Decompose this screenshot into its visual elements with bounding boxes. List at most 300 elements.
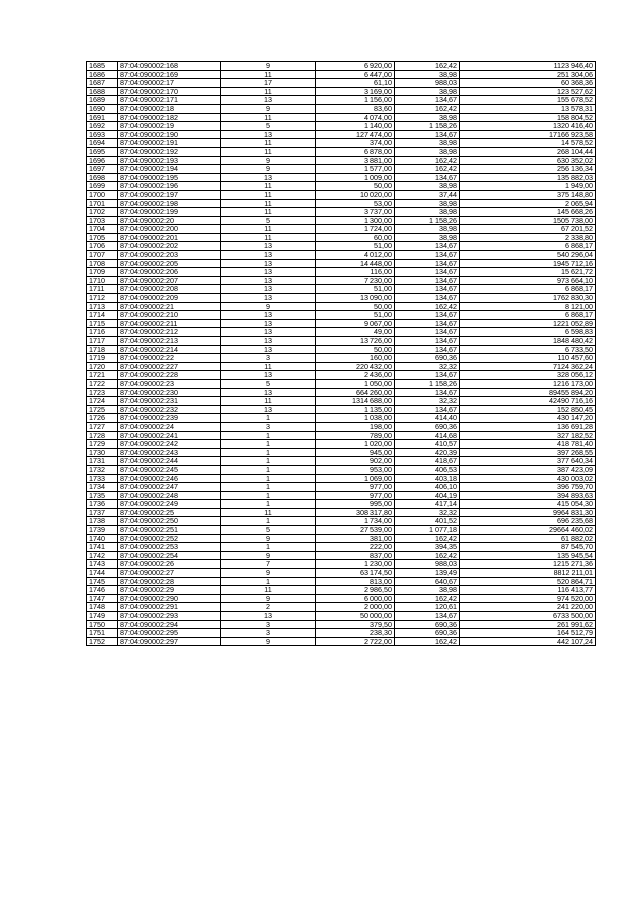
rate-cell: 403,18 xyxy=(395,474,460,483)
value-cell: 6 598,83 xyxy=(460,328,596,337)
value-cell: 327 182,52 xyxy=(460,431,596,440)
cadastral-number-cell: 87:04:090002:19 xyxy=(118,122,221,131)
table-row xyxy=(87,362,596,371)
category-cell: 1 xyxy=(221,500,316,509)
row-number-cell: 1730 xyxy=(87,448,118,457)
category-cell: 11 xyxy=(221,397,316,406)
row-number-cell: 1708 xyxy=(87,259,118,268)
row-number-cell: 1728 xyxy=(87,431,118,440)
row-number-cell: 1687 xyxy=(87,79,118,88)
value-cell: 15 621,72 xyxy=(460,268,596,277)
cadastral-number-cell: 87:04:090002:228 xyxy=(118,371,221,380)
table-row xyxy=(87,79,596,88)
row-number-cell: 1699 xyxy=(87,182,118,191)
cadastral-number-cell: 87:04:090002:200 xyxy=(118,225,221,234)
area-cell: 953,00 xyxy=(316,465,395,474)
value-cell: 397 268,55 xyxy=(460,448,596,457)
category-cell: 9 xyxy=(221,156,316,165)
rate-cell: 120,61 xyxy=(395,603,460,612)
value-cell: 2 065,94 xyxy=(460,199,596,208)
table-row xyxy=(87,319,596,328)
category-cell: 13 xyxy=(221,294,316,303)
row-number-cell: 1737 xyxy=(87,508,118,517)
area-cell: 238,30 xyxy=(316,629,395,638)
area-cell: 14 448,00 xyxy=(316,259,395,268)
category-cell: 9 xyxy=(221,165,316,174)
category-cell: 9 xyxy=(221,637,316,646)
row-number-cell: 1751 xyxy=(87,629,118,638)
value-cell: 158 804,52 xyxy=(460,113,596,122)
rate-cell: 640,67 xyxy=(395,577,460,586)
value-cell: 256 136,34 xyxy=(460,165,596,174)
category-cell: 11 xyxy=(221,199,316,208)
category-cell: 13 xyxy=(221,328,316,337)
category-cell: 13 xyxy=(221,388,316,397)
rate-cell: 38,98 xyxy=(395,182,460,191)
table-row xyxy=(87,500,596,509)
row-number-cell: 1718 xyxy=(87,345,118,354)
value-cell: 29664 460,02 xyxy=(460,526,596,535)
row-number-cell: 1692 xyxy=(87,122,118,131)
area-cell: 3 169,00 xyxy=(316,87,395,96)
cadastral-number-cell: 87:04:090002:214 xyxy=(118,345,221,354)
row-number-cell: 1690 xyxy=(87,104,118,113)
value-cell: 630 352,02 xyxy=(460,156,596,165)
area-cell: 1 140,00 xyxy=(316,122,395,131)
table-row xyxy=(87,388,596,397)
rate-cell: 394,35 xyxy=(395,543,460,552)
table-row xyxy=(87,586,596,595)
row-number-cell: 1738 xyxy=(87,517,118,526)
row-number-cell: 1729 xyxy=(87,440,118,449)
value-cell: 14 578,52 xyxy=(460,139,596,148)
table-row xyxy=(87,328,596,337)
category-cell: 9 xyxy=(221,104,316,113)
value-cell: 1216 173,00 xyxy=(460,379,596,388)
rate-cell: 32,32 xyxy=(395,362,460,371)
rate-cell: 418,67 xyxy=(395,457,460,466)
table-row xyxy=(87,405,596,414)
category-cell: 11 xyxy=(221,113,316,122)
rate-cell: 988,03 xyxy=(395,79,460,88)
value-cell: 1123 946,40 xyxy=(460,62,596,71)
table-row xyxy=(87,534,596,543)
rate-cell: 404,19 xyxy=(395,491,460,500)
table-row xyxy=(87,517,596,526)
row-number-cell: 1698 xyxy=(87,173,118,182)
category-cell: 13 xyxy=(221,337,316,346)
value-cell: 6 733,50 xyxy=(460,345,596,354)
cadastral-number-cell: 87:04:090002:22 xyxy=(118,354,221,363)
rate-cell: 38,98 xyxy=(395,147,460,156)
cadastral-number-cell: 87:04:090002:242 xyxy=(118,440,221,449)
table-row xyxy=(87,637,596,646)
cadastral-number-cell: 87:04:090002:246 xyxy=(118,474,221,483)
area-cell: 945,00 xyxy=(316,448,395,457)
cadastral-number-cell: 87:04:090002:190 xyxy=(118,130,221,139)
value-cell: 387 423,09 xyxy=(460,465,596,474)
value-cell: 377 640,34 xyxy=(460,457,596,466)
rate-cell: 139,49 xyxy=(395,569,460,578)
cadastral-number-cell: 87:04:090002:245 xyxy=(118,465,221,474)
rate-cell: 38,98 xyxy=(395,87,460,96)
rate-cell: 134,67 xyxy=(395,337,460,346)
value-cell: 1215 271,36 xyxy=(460,560,596,569)
table-row xyxy=(87,147,596,156)
rate-cell: 414,40 xyxy=(395,414,460,423)
cadastral-number-cell: 87:04:090002:293 xyxy=(118,612,221,621)
value-cell: 123 527,62 xyxy=(460,87,596,96)
row-number-cell: 1732 xyxy=(87,465,118,474)
cadastral-number-cell: 87:04:090002:28 xyxy=(118,577,221,586)
area-cell: 381,00 xyxy=(316,534,395,543)
value-cell: 89455 894,20 xyxy=(460,388,596,397)
value-cell: 396 759,70 xyxy=(460,483,596,492)
rate-cell: 162,42 xyxy=(395,165,460,174)
table-row xyxy=(87,629,596,638)
rate-cell: 134,67 xyxy=(395,345,460,354)
value-cell: 1320 416,40 xyxy=(460,122,596,131)
cadastral-number-cell: 87:04:090002:26 xyxy=(118,560,221,569)
table-row xyxy=(87,208,596,217)
value-cell: 1221 052,89 xyxy=(460,319,596,328)
row-number-cell: 1714 xyxy=(87,311,118,320)
area-cell: 977,00 xyxy=(316,483,395,492)
category-cell: 9 xyxy=(221,302,316,311)
row-number-cell: 1742 xyxy=(87,551,118,560)
cadastral-number-cell: 87:04:090002:23 xyxy=(118,379,221,388)
cadastral-number-cell: 87:04:090002:254 xyxy=(118,551,221,560)
value-cell: 520 864,71 xyxy=(460,577,596,586)
value-cell: 6733 500,00 xyxy=(460,612,596,621)
cadastral-number-cell: 87:04:090002:250 xyxy=(118,517,221,526)
table-row xyxy=(87,612,596,621)
table-row xyxy=(87,414,596,423)
area-cell: 1 069,00 xyxy=(316,474,395,483)
table-row xyxy=(87,397,596,406)
value-cell: 61 882,02 xyxy=(460,534,596,543)
cadastral-number-cell: 87:04:090002:17 xyxy=(118,79,221,88)
area-cell: 1 038,00 xyxy=(316,414,395,423)
area-cell: 53,00 xyxy=(316,199,395,208)
category-cell: 1 xyxy=(221,457,316,466)
area-cell: 1314 688,00 xyxy=(316,397,395,406)
rate-cell: 134,67 xyxy=(395,612,460,621)
cadastral-number-cell: 87:04:090002:247 xyxy=(118,483,221,492)
table-row xyxy=(87,543,596,552)
row-number-cell: 1716 xyxy=(87,328,118,337)
row-number-cell: 1719 xyxy=(87,354,118,363)
value-cell: 155 678,52 xyxy=(460,96,596,105)
table-row xyxy=(87,225,596,234)
table-row xyxy=(87,251,596,260)
area-cell: 116,00 xyxy=(316,268,395,277)
row-number-cell: 1720 xyxy=(87,362,118,371)
rate-cell: 162,42 xyxy=(395,104,460,113)
area-cell: 51,00 xyxy=(316,242,395,251)
cadastral-number-cell: 87:04:090002:21 xyxy=(118,302,221,311)
rate-cell: 134,67 xyxy=(395,259,460,268)
row-number-cell: 1727 xyxy=(87,422,118,431)
rate-cell: 690,36 xyxy=(395,629,460,638)
value-cell: 268 104,44 xyxy=(460,147,596,156)
cadastral-number-cell: 87:04:090002:244 xyxy=(118,457,221,466)
category-cell: 11 xyxy=(221,208,316,217)
cadastral-number-cell: 87:04:090002:251 xyxy=(118,526,221,535)
value-cell: 415 054,30 xyxy=(460,500,596,509)
row-number-cell: 1689 xyxy=(87,96,118,105)
row-number-cell: 1691 xyxy=(87,113,118,122)
row-number-cell: 1713 xyxy=(87,302,118,311)
rate-cell: 1 158,26 xyxy=(395,216,460,225)
table-row xyxy=(87,491,596,500)
area-cell: 789,00 xyxy=(316,431,395,440)
table-row xyxy=(87,87,596,96)
table-row xyxy=(87,182,596,191)
table-row xyxy=(87,199,596,208)
category-cell: 13 xyxy=(221,251,316,260)
rate-cell: 38,98 xyxy=(395,113,460,122)
table-row xyxy=(87,276,596,285)
cadastral-number-cell: 87:04:090002:210 xyxy=(118,311,221,320)
row-number-cell: 1731 xyxy=(87,457,118,466)
row-number-cell: 1711 xyxy=(87,285,118,294)
category-cell: 17 xyxy=(221,79,316,88)
value-cell: 110 457,60 xyxy=(460,354,596,363)
rate-cell: 690,36 xyxy=(395,354,460,363)
area-cell: 977,00 xyxy=(316,491,395,500)
value-cell: 60 368,36 xyxy=(460,79,596,88)
value-cell: 2 338,80 xyxy=(460,233,596,242)
area-cell: 995,00 xyxy=(316,500,395,509)
area-cell: 6 000,00 xyxy=(316,594,395,603)
value-cell: 6 868,17 xyxy=(460,242,596,251)
cadastral-number-cell: 87:04:090002:168 xyxy=(118,62,221,71)
value-cell: 164 512,79 xyxy=(460,629,596,638)
rate-cell: 37,44 xyxy=(395,190,460,199)
category-cell: 3 xyxy=(221,354,316,363)
category-cell: 5 xyxy=(221,379,316,388)
category-cell: 13 xyxy=(221,259,316,268)
rate-cell: 134,67 xyxy=(395,276,460,285)
area-cell: 3 737,00 xyxy=(316,208,395,217)
table-row xyxy=(87,431,596,440)
cadastral-number-cell: 87:04:090002:27 xyxy=(118,569,221,578)
rate-cell: 38,98 xyxy=(395,586,460,595)
row-number-cell: 1702 xyxy=(87,208,118,217)
value-cell: 42490 716,16 xyxy=(460,397,596,406)
area-cell: 50,00 xyxy=(316,302,395,311)
category-cell: 1 xyxy=(221,414,316,423)
cadastral-number-cell: 87:04:090002:297 xyxy=(118,637,221,646)
area-cell: 374,00 xyxy=(316,139,395,148)
area-cell: 2 000,00 xyxy=(316,603,395,612)
category-cell: 13 xyxy=(221,173,316,182)
rate-cell: 134,67 xyxy=(395,371,460,380)
category-cell: 11 xyxy=(221,147,316,156)
area-cell: 1 724,00 xyxy=(316,225,395,234)
category-cell: 11 xyxy=(221,586,316,595)
cadastral-number-cell: 87:04:090002:249 xyxy=(118,500,221,509)
category-cell: 1 xyxy=(221,543,316,552)
category-cell: 2 xyxy=(221,603,316,612)
row-number-cell: 1712 xyxy=(87,294,118,303)
row-number-cell: 1700 xyxy=(87,190,118,199)
table-row xyxy=(87,603,596,612)
table-row xyxy=(87,285,596,294)
table-row xyxy=(87,526,596,535)
row-number-cell: 1736 xyxy=(87,500,118,509)
table-row xyxy=(87,620,596,629)
area-cell: 1 300,00 xyxy=(316,216,395,225)
cadastral-number-cell: 87:04:090002:202 xyxy=(118,242,221,251)
category-cell: 5 xyxy=(221,526,316,535)
rate-cell: 417,14 xyxy=(395,500,460,509)
cadastral-number-cell: 87:04:090002:195 xyxy=(118,173,221,182)
rate-cell: 420,39 xyxy=(395,448,460,457)
value-cell: 241 220,00 xyxy=(460,603,596,612)
table-row xyxy=(87,259,596,268)
cadastral-number-cell: 87:04:090002:203 xyxy=(118,251,221,260)
table-row xyxy=(87,130,596,139)
cadastral-number-cell: 87:04:090002:252 xyxy=(118,534,221,543)
rate-cell: 414,68 xyxy=(395,431,460,440)
cadastral-number-cell: 87:04:090002:294 xyxy=(118,620,221,629)
category-cell: 11 xyxy=(221,362,316,371)
row-number-cell: 1688 xyxy=(87,87,118,96)
area-cell: 4 074,00 xyxy=(316,113,395,122)
rate-cell: 38,98 xyxy=(395,70,460,79)
category-cell: 9 xyxy=(221,569,316,578)
category-cell: 3 xyxy=(221,620,316,629)
rate-cell: 134,67 xyxy=(395,173,460,182)
table-row xyxy=(87,354,596,363)
category-cell: 11 xyxy=(221,70,316,79)
area-cell: 63 174,50 xyxy=(316,569,395,578)
row-number-cell: 1735 xyxy=(87,491,118,500)
table-row xyxy=(87,233,596,242)
rate-cell: 38,98 xyxy=(395,208,460,217)
table-row xyxy=(87,371,596,380)
cadastral-number-cell: 87:04:090002:227 xyxy=(118,362,221,371)
cadastral-number-cell: 87:04:090002:192 xyxy=(118,147,221,156)
row-number-cell: 1715 xyxy=(87,319,118,328)
value-cell: 87 545,70 xyxy=(460,543,596,552)
row-number-cell: 1709 xyxy=(87,268,118,277)
rate-cell: 38,98 xyxy=(395,225,460,234)
category-cell: 9 xyxy=(221,534,316,543)
table-row xyxy=(87,311,596,320)
row-number-cell: 1704 xyxy=(87,225,118,234)
rate-cell: 410,57 xyxy=(395,440,460,449)
area-cell: 4 012,00 xyxy=(316,251,395,260)
row-number-cell: 1721 xyxy=(87,371,118,380)
value-cell: 328 056,12 xyxy=(460,371,596,380)
rate-cell: 406,53 xyxy=(395,465,460,474)
category-cell: 13 xyxy=(221,268,316,277)
row-number-cell: 1694 xyxy=(87,139,118,148)
cadastral-number-cell: 87:04:090002:205 xyxy=(118,259,221,268)
cadastral-number-cell: 87:04:090002:194 xyxy=(118,165,221,174)
rate-cell: 32,32 xyxy=(395,397,460,406)
row-number-cell: 1705 xyxy=(87,233,118,242)
cadastral-number-cell: 87:04:090002:295 xyxy=(118,629,221,638)
cadastral-number-cell: 87:04:090002:198 xyxy=(118,199,221,208)
value-cell: 145 668,26 xyxy=(460,208,596,217)
value-cell: 116 413,77 xyxy=(460,586,596,595)
area-cell: 2 436,00 xyxy=(316,371,395,380)
cadastral-number-cell: 87:04:090002:170 xyxy=(118,87,221,96)
rate-cell: 162,42 xyxy=(395,594,460,603)
rate-cell: 1 158,26 xyxy=(395,122,460,131)
table-row xyxy=(87,96,596,105)
category-cell: 1 xyxy=(221,465,316,474)
cadastral-number-cell: 87:04:090002:25 xyxy=(118,508,221,517)
area-cell: 51,00 xyxy=(316,285,395,294)
value-cell: 251 304,06 xyxy=(460,70,596,79)
rate-cell: 134,67 xyxy=(395,294,460,303)
area-cell: 1 577,00 xyxy=(316,165,395,174)
rate-cell: 134,67 xyxy=(395,285,460,294)
rate-cell: 38,98 xyxy=(395,233,460,242)
table-row xyxy=(87,337,596,346)
value-cell: 696 235,68 xyxy=(460,517,596,526)
table-row xyxy=(87,70,596,79)
cadastral-number-cell: 87:04:090002:230 xyxy=(118,388,221,397)
row-number-cell: 1707 xyxy=(87,251,118,260)
table-row xyxy=(87,440,596,449)
category-cell: 11 xyxy=(221,182,316,191)
cadastral-number-cell: 87:04:090002:291 xyxy=(118,603,221,612)
cadastral-number-cell: 87:04:090002:209 xyxy=(118,294,221,303)
cadastral-number-cell: 87:04:090002:24 xyxy=(118,422,221,431)
area-cell: 1 009,00 xyxy=(316,173,395,182)
row-number-cell: 1685 xyxy=(87,62,118,71)
row-number-cell: 1722 xyxy=(87,379,118,388)
table-row xyxy=(87,457,596,466)
area-cell: 198,00 xyxy=(316,422,395,431)
row-number-cell: 1697 xyxy=(87,165,118,174)
rate-cell: 134,67 xyxy=(395,96,460,105)
area-cell: 2 722,00 xyxy=(316,637,395,646)
area-cell: 27 539,00 xyxy=(316,526,395,535)
area-cell: 1 734,00 xyxy=(316,517,395,526)
cadastral-number-cell: 87:04:090002:211 xyxy=(118,319,221,328)
table-row xyxy=(87,302,596,311)
value-cell: 135 945,54 xyxy=(460,551,596,560)
area-cell: 813,00 xyxy=(316,577,395,586)
table-body xyxy=(87,62,596,646)
category-cell: 13 xyxy=(221,371,316,380)
cadastral-number-cell: 87:04:090002:196 xyxy=(118,182,221,191)
category-cell: 9 xyxy=(221,594,316,603)
cadastral-number-cell: 87:04:090002:18 xyxy=(118,104,221,113)
value-cell: 1505 738,00 xyxy=(460,216,596,225)
table-row xyxy=(87,190,596,199)
value-cell: 261 991,62 xyxy=(460,620,596,629)
category-cell: 9 xyxy=(221,62,316,71)
row-number-cell: 1741 xyxy=(87,543,118,552)
table-row xyxy=(87,242,596,251)
area-cell: 1 230,00 xyxy=(316,560,395,569)
cadastral-number-cell: 87:04:090002:29 xyxy=(118,586,221,595)
value-cell: 1762 830,30 xyxy=(460,294,596,303)
area-cell: 379,50 xyxy=(316,620,395,629)
rate-cell: 134,67 xyxy=(395,328,460,337)
area-cell: 220 432,00 xyxy=(316,362,395,371)
category-cell: 9 xyxy=(221,551,316,560)
category-cell: 13 xyxy=(221,319,316,328)
